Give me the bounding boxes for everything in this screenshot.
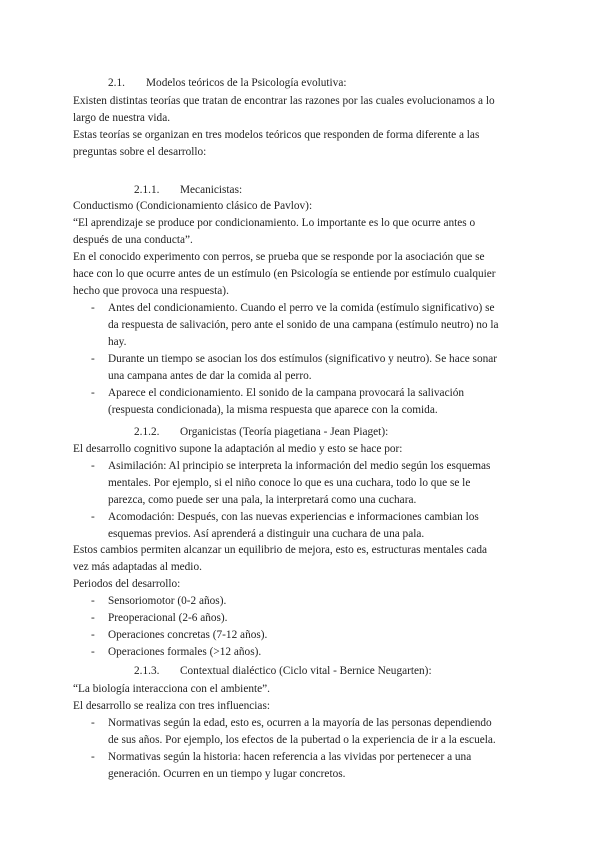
- list-item-text: Aparece el condicionamiento. El sonido de la campana provocará la salivación: [108, 387, 465, 399]
- list-item: [91, 749, 551, 766]
- body-line: En el conocido experimento con perros, se prueba que se responde por la asociación que se: [73, 251, 485, 263]
- list-item-text: Asimilación: Al principio se interpreta la información del medio según los esquemas: [108, 460, 491, 472]
- section-title: Modelos teóricos de la Psicología evolutiva:: [146, 77, 347, 89]
- bullet-dash: -: [91, 511, 95, 523]
- subsection-heading-organicistas: [134, 424, 594, 441]
- list-item-text: Sensoriomotor (0-2 años).: [108, 595, 227, 607]
- list-item: [91, 300, 551, 317]
- list-item: [91, 458, 551, 475]
- subsection-heading-contextual: [134, 663, 594, 680]
- bullet-dash: -: [91, 717, 95, 729]
- list-item-text: Preoperacional (2-6 años).: [108, 612, 228, 624]
- subsection-number: 2.1.3.: [134, 665, 160, 677]
- list-item: [91, 509, 551, 526]
- intro-line: preguntas sobre el desarrollo:: [73, 146, 207, 158]
- list-item-text: Normativas según la historia: hacen referencia a las vividas por pertenecer a una: [108, 751, 472, 763]
- list-item: [91, 715, 551, 732]
- list-item-continuation: esquemas previos. Así aprenderá a distinguir una cuchara de una pala.: [108, 528, 425, 540]
- list-item-text: Operaciones concretas (7-12 años).: [108, 629, 268, 641]
- subsection-title: Organicistas (Teoría piagetiana - Jean Piaget):: [180, 426, 389, 438]
- list-item: [91, 610, 551, 627]
- body-line: hecho que provoca una respuesta).: [73, 285, 229, 297]
- list-item: [91, 351, 551, 368]
- bullet-dash: -: [91, 353, 95, 365]
- bullet-dash: -: [91, 302, 95, 314]
- bullet-dash: -: [91, 595, 95, 607]
- list-item-continuation: hay.: [108, 336, 127, 348]
- bullet-dash: -: [91, 629, 95, 641]
- list-item: [91, 627, 551, 644]
- list-item: [91, 644, 551, 661]
- bullet-dash: -: [91, 646, 95, 658]
- subsection-number: 2.1.1.: [134, 184, 160, 196]
- list-item-text: Antes del condicionamiento. Cuando el perro ve la comida (estímulo significativo) se: [108, 302, 495, 314]
- body-line: Conductismo (Condicionamiento clásico de Pavlov):: [73, 200, 313, 212]
- bullet-dash: -: [91, 387, 95, 399]
- body-line: después de una conducta”.: [73, 234, 193, 246]
- list-item-continuation: (respuesta condicionada), la misma respuesta que aparece con la comida.: [108, 404, 438, 416]
- subsection-title: Mecanicistas:: [180, 184, 243, 196]
- intro-line: Estas teorías se organizan en tres modelos teóricos que responden de forma diferente a las: [73, 129, 480, 141]
- list-item-text: Normativas según la edad, esto es, ocurren a la mayoría de las personas dependiendo: [108, 717, 492, 729]
- intro-line: Existen distintas teorías que tratan de encontrar las razones por las cuales evolucionamos a lo: [73, 95, 495, 107]
- list-item: [91, 385, 551, 402]
- bullet-dash: -: [91, 751, 95, 763]
- list-item-continuation: da respuesta de salivación, pero ante el sonido de una campana (estímulo neutro) no la: [108, 319, 499, 331]
- body-line: El desarrollo se realiza con tres influencias:: [73, 700, 270, 712]
- body-line: El desarrollo cognitivo supone la adaptación al medio y esto se hace por:: [73, 443, 403, 455]
- list-item-continuation: una campana antes de dar la comida al perro.: [108, 370, 312, 382]
- bullet-dash: -: [91, 460, 95, 472]
- body-line: “El aprendizaje se produce por condicionamiento. Lo importante es lo que ocurre antes o: [73, 217, 476, 229]
- body-line: Periodos del desarrollo:: [73, 578, 181, 590]
- bullet-dash: -: [91, 612, 95, 624]
- list-item-text: Acomodación: Después, con las nuevas experiencias e informaciones cambian los: [108, 511, 479, 523]
- list-item-text: Durante un tiempo se asocian los dos estímulos (significativo y neutro). Se hace sonar: [108, 353, 498, 365]
- list-item-continuation: mentales. Por ejemplo, si el niño conoce lo que es una cuchara, todo lo que se le: [108, 477, 471, 489]
- section-heading: [108, 75, 568, 92]
- list-item-continuation: parezca, como puede ser una pala, la interpretará como una cuchara.: [108, 494, 417, 506]
- body-line: hace con lo que ocurre antes de un estímulo (en Psicología se entiende por estímulo cualquier: [73, 268, 496, 280]
- list-item: [91, 593, 551, 610]
- intro-line: largo de nuestra vida.: [73, 112, 171, 124]
- list-item-continuation: de sus años. Por ejemplo, los efectos de la pubertad o la experiencia de ir a la escuela.: [108, 734, 496, 746]
- list-item-text: Operaciones formales (>12 años).: [108, 646, 262, 658]
- section-number: 2.1.: [108, 77, 125, 89]
- subsection-heading-mecanicistas: [134, 182, 594, 199]
- list-item-continuation: generación. Ocurren en un tiempo y lugar concretos.: [108, 768, 346, 780]
- body-line: “La biología interacciona con el ambiente”.: [73, 683, 270, 695]
- subsection-title: Contextual dialéctico (Ciclo vital - Bernice Neugarten):: [180, 665, 432, 677]
- body-line: vez más adaptadas al medio.: [73, 561, 202, 573]
- subsection-number: 2.1.2.: [134, 426, 160, 438]
- body-line: Estos cambios permiten alcanzar un equilibrio de mejora, esto es, estructuras mentales cada: [73, 544, 488, 556]
